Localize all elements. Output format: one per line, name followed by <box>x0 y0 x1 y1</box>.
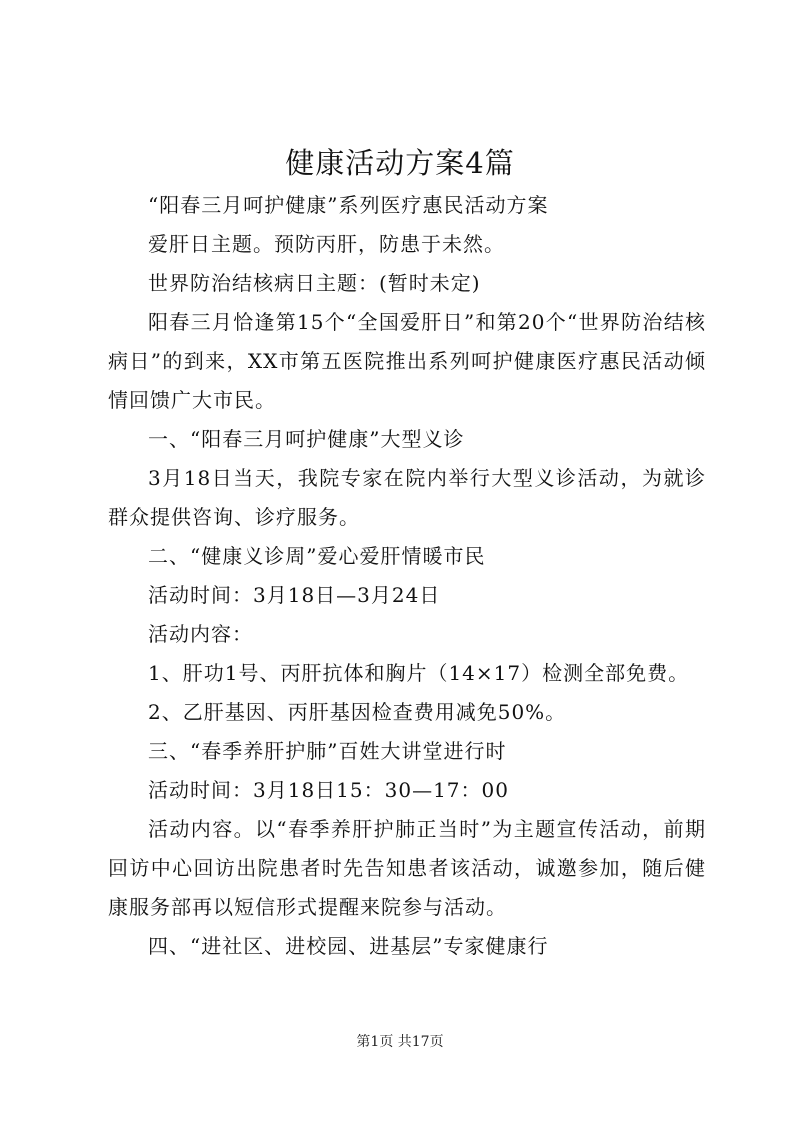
paragraph: 活动内容： <box>148 622 253 646</box>
document-title: 健康活动方案4篇 <box>285 146 515 180</box>
paragraph: 爱肝日主题。预防丙肝，防患于未然。 <box>148 232 505 256</box>
paragraph: 阳春三月恰逢第15个“全国爱肝日”和第20个“世界防治结核病日”的到来，XX市第五医院推出系列呵护健康医疗惠民活动倾情回馈广大市民。 <box>108 310 706 412</box>
page-footer: 第1页 共17页 <box>356 1034 444 1050</box>
section-heading: 二、“健康义诊周”爱心爱肝情暖市民 <box>148 544 486 568</box>
document-body <box>108 186 706 966</box>
section-heading: 四、“进社区、进校园、进基层”专家健康行 <box>148 934 549 958</box>
paragraph: 活动内容。以“春季养肝护肺正当时”为主题宣传活动，前期回访中心回访出院患者时先告知患者该活动，诚邀参加，随后健康服务部再以短信形式提醒来院参与活动。 <box>108 817 706 919</box>
list-item: 2、乙肝基因、丙肝基因检查费用减免50%。 <box>148 700 567 724</box>
section-heading: 三、“春季养肝护肺”百姓大讲堂进行时 <box>148 739 507 763</box>
paragraph: “阳春三月呵护健康”系列医疗惠民活动方案 <box>148 193 549 217</box>
paragraph: 3月18日当天，我院专家在院内举行大型义诊活动，为就诊群众提供咨询、诊疗服务。 <box>108 466 706 529</box>
list-item: 1、肝功1号、丙肝抗体和胸片（14×17）检测全部免费。 <box>148 661 690 685</box>
paragraph: 世界防治结核病日主题：(暂时未定) <box>148 271 481 295</box>
paragraph: 活动时间：3月18日15：30—17：00 <box>148 778 509 802</box>
section-heading: 一、“阳春三月呵护健康”大型义诊 <box>148 427 465 451</box>
paragraph: 活动时间：3月18日—3月24日 <box>148 583 441 607</box>
